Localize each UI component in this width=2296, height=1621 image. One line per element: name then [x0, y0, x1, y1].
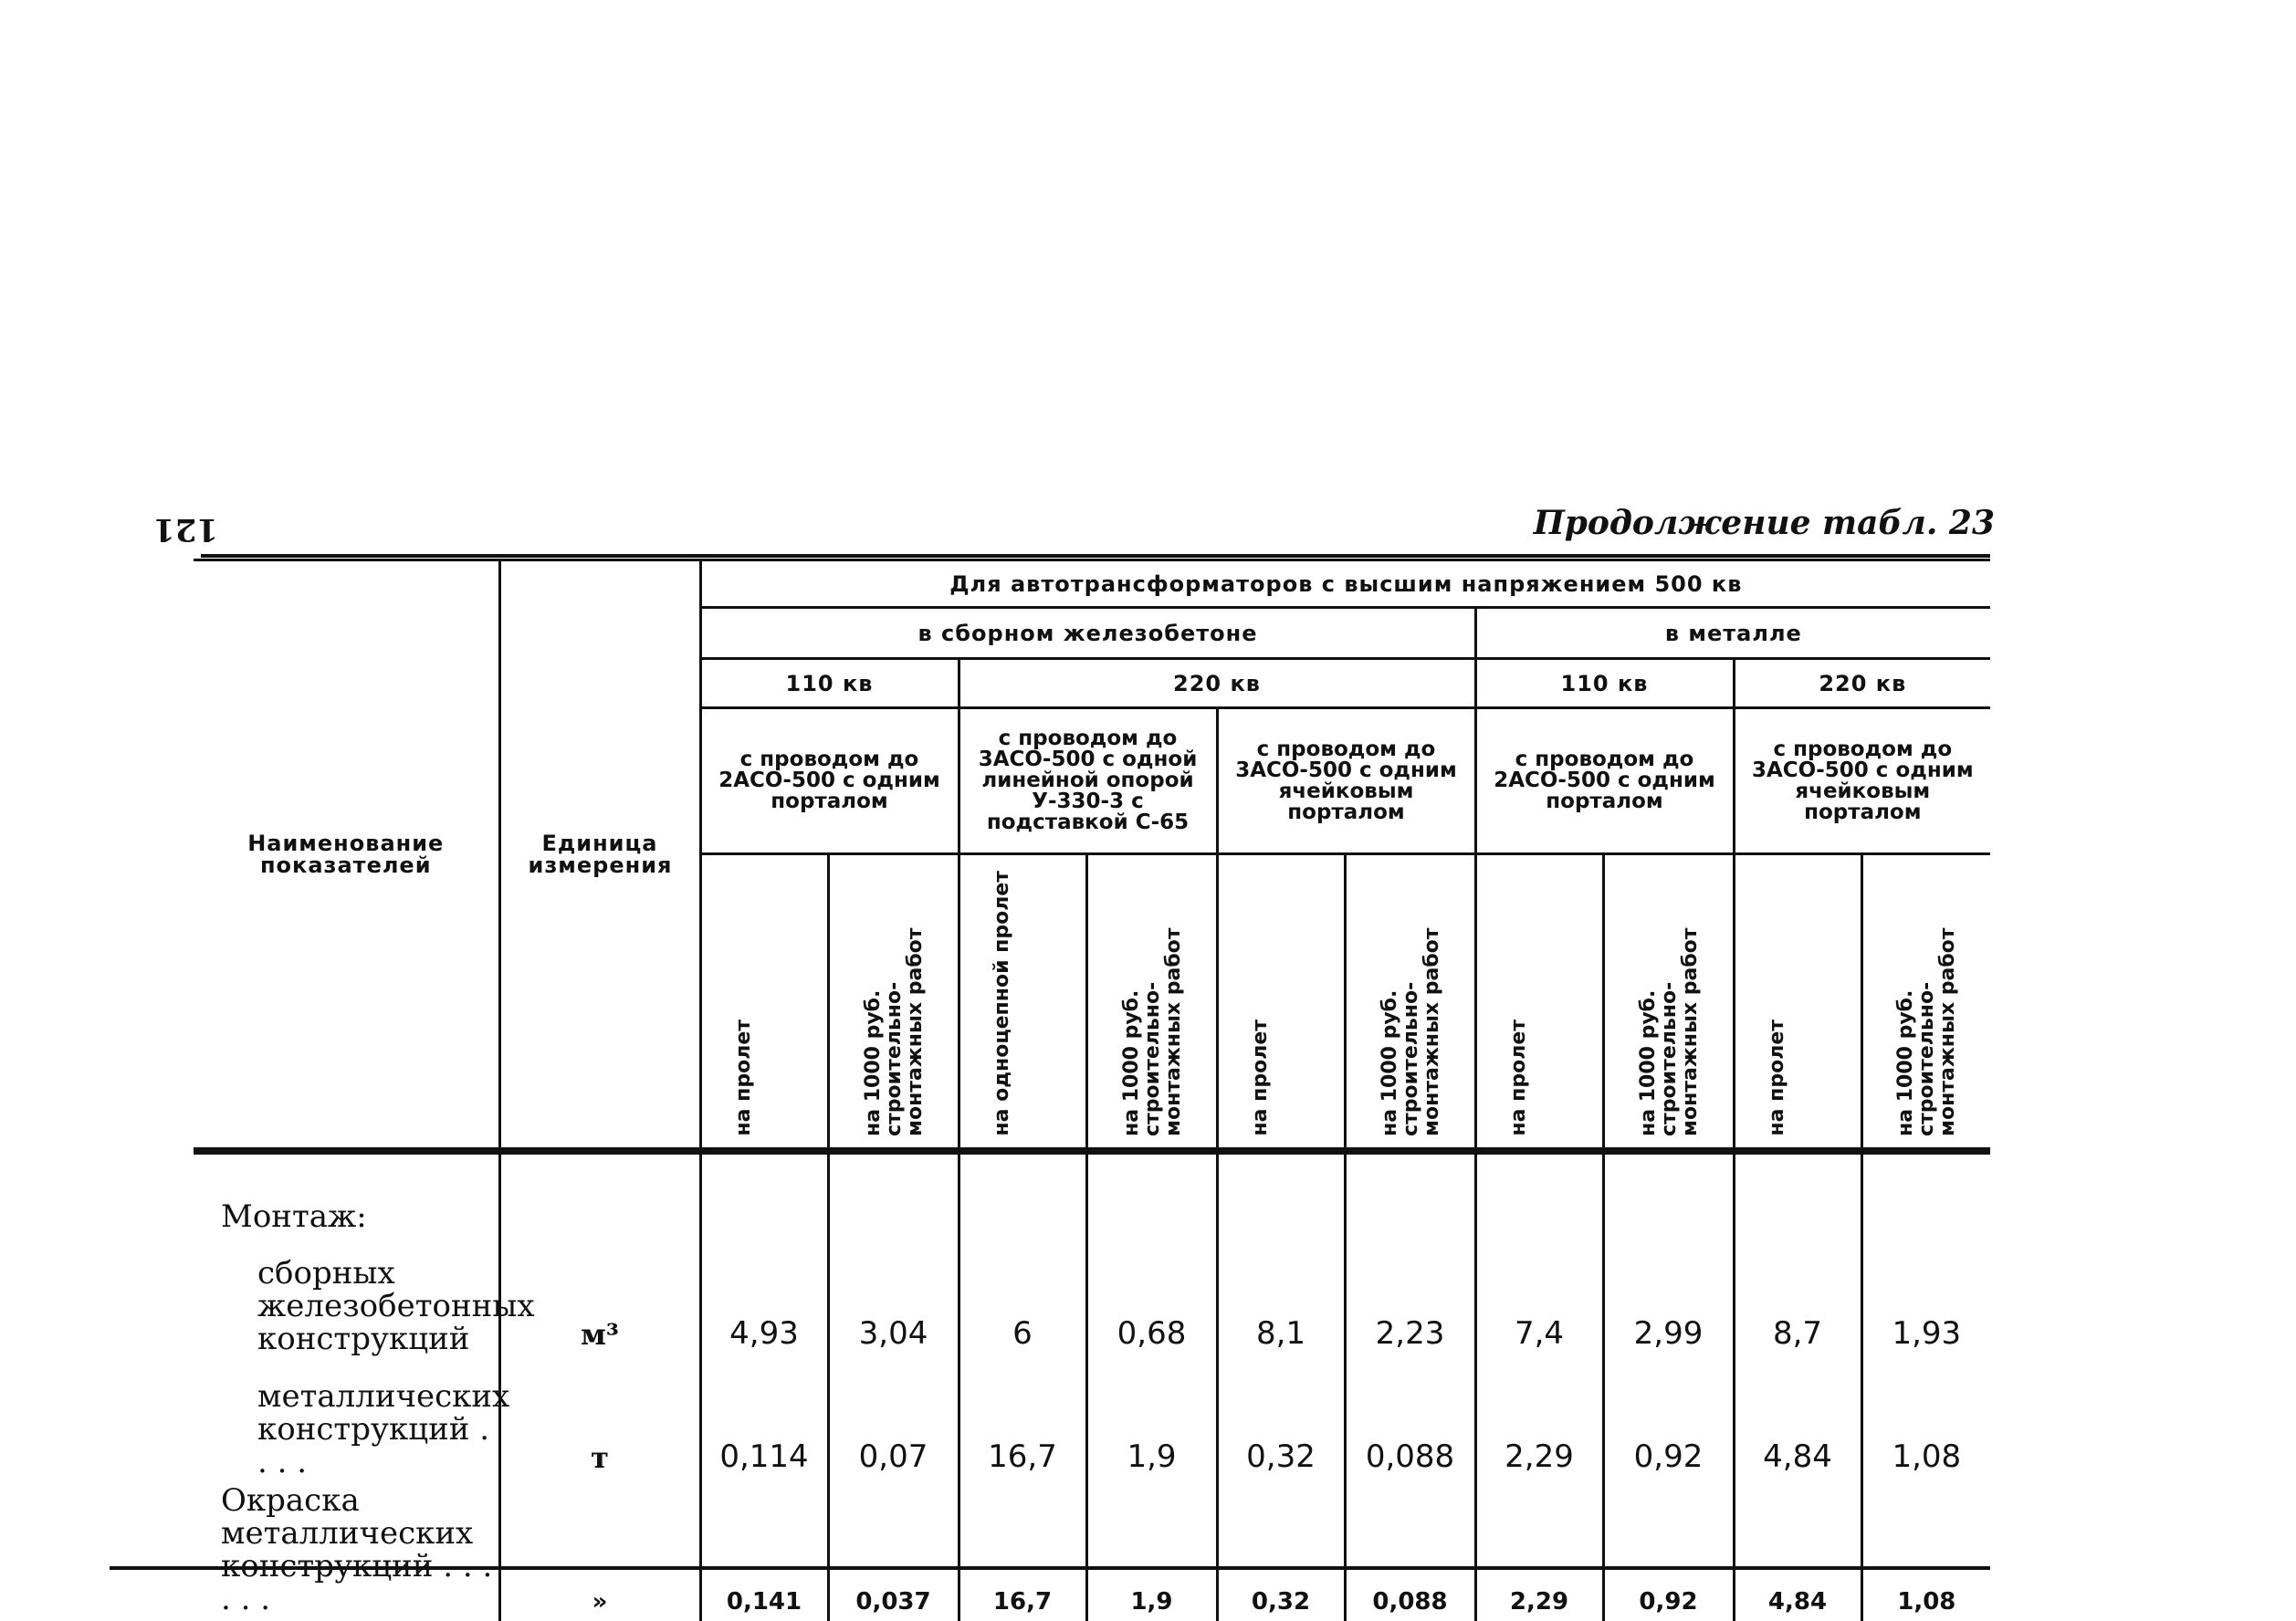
table-cell: 2,29 — [1475, 1484, 1603, 1621]
table-caption: Продолжение табл. 23 — [1533, 504, 1995, 542]
table-cell: 1,93 — [1861, 1233, 1990, 1361]
row-unit: » — [499, 1484, 700, 1621]
vert-header — [1086, 854, 1217, 1152]
table-cell: 0,32 — [1217, 1484, 1345, 1621]
row-unit: м³ — [499, 1233, 700, 1361]
table-cell: 0,088 — [1345, 1484, 1475, 1621]
vert-label: на 1000 руб. строительно-монтажных работ — [1894, 927, 1960, 1136]
bottom-rule — [110, 1566, 1990, 1570]
table-cell: 2,29 — [1475, 1361, 1603, 1484]
table-cell: 8,7 — [1734, 1233, 1861, 1361]
section-title: Монтаж: — [194, 1151, 499, 1233]
table-cell: 3,04 — [828, 1233, 959, 1361]
empty-cell — [1603, 1151, 1734, 1233]
row-name — [194, 1233, 535, 1361]
table-cell: 0,68 — [1086, 1233, 1217, 1361]
table-row — [194, 1233, 1990, 1361]
table-cell: 16,7 — [959, 1484, 1086, 1621]
table-cell: 16,7 — [959, 1361, 1086, 1484]
vert-label: на одноцепной пролет — [991, 871, 1013, 1136]
table-cell: 0,141 — [700, 1484, 828, 1621]
table-cell: 0,32 — [1217, 1361, 1345, 1484]
vert-label: на 1000 руб. строительно-монтажных работ — [861, 927, 927, 1136]
header-sub-1: с проводом до 2АСО-500 с одним порталом — [700, 708, 959, 854]
row-name-text: металлических конструкций . . . . — [257, 1378, 510, 1480]
table-cell: 0,92 — [1603, 1484, 1734, 1621]
vert-label: на пролет — [1766, 1020, 1788, 1136]
empty-cell — [1475, 1151, 1603, 1233]
table-cell: 0,07 — [828, 1361, 959, 1484]
header-sub-2: с проводом до 3АСО-500 с одной линейной опорой У-330-3 с подставкой С-65 — [959, 708, 1217, 854]
empty-cell — [499, 1151, 700, 1233]
header-220kv-concrete: 220 кв — [959, 659, 1475, 708]
table-cell: 0,088 — [1345, 1361, 1475, 1484]
empty-cell — [1086, 1151, 1217, 1233]
header-group-metal: в металле — [1475, 608, 1990, 659]
data-table — [194, 559, 1990, 1621]
empty-cell — [959, 1151, 1086, 1233]
empty-cell — [700, 1151, 828, 1233]
table-cell: 7,4 — [1475, 1233, 1603, 1361]
header-group-concrete: в сборном железобетоне — [700, 608, 1475, 659]
vert-label: на 1000 руб. строительно-монтажных работ — [1636, 927, 1702, 1136]
table-cell: 1,9 — [1086, 1361, 1217, 1484]
header-110kv-metal: 110 кв — [1475, 659, 1734, 708]
table-cell: 1,08 — [1861, 1361, 1990, 1484]
page-number: 121 — [153, 511, 218, 548]
table-cell: 0,037 — [828, 1484, 959, 1621]
vert-header — [828, 854, 959, 1152]
row-unit: т — [499, 1361, 700, 1484]
vert-label: на пролет — [1249, 1020, 1272, 1136]
table-cell: 2,99 — [1603, 1233, 1734, 1361]
empty-cell — [828, 1151, 959, 1233]
empty-cell — [1217, 1151, 1345, 1233]
table-cell: 4,93 — [700, 1233, 828, 1361]
empty-cell — [1345, 1151, 1475, 1233]
table-cell: 4,84 — [1734, 1361, 1861, 1484]
table-cell: 1,08 — [1861, 1484, 1990, 1621]
header-110kv-concrete: 110 кв — [700, 659, 959, 708]
row-name — [194, 1361, 510, 1484]
vert-header — [1475, 854, 1603, 1152]
table-row — [194, 1361, 1990, 1484]
vert-header — [1734, 854, 1861, 1152]
top-rule — [201, 554, 1990, 558]
vert-header — [1861, 854, 1990, 1152]
vert-header — [959, 854, 1086, 1152]
vert-label: на 1000 руб. строительно-монтажных работ — [1378, 927, 1443, 1136]
vert-label: на пролет — [1507, 1020, 1530, 1136]
table-row — [194, 1484, 1990, 1621]
vert-label: на 1000 руб. строительно-монтажных работ — [1119, 927, 1185, 1136]
header-220kv-metal: 220 кв — [1734, 659, 1990, 708]
table-cell: 8,1 — [1217, 1233, 1345, 1361]
header-sub-5: с проводом до 3АСО-500 с одним ячейковым порталом — [1734, 708, 1990, 854]
table-cell: 0,114 — [700, 1361, 828, 1484]
table-cell: 4,84 — [1734, 1484, 1861, 1621]
row-name: Окраска металлических конструкций . . . . . . — [194, 1484, 499, 1621]
header-sub-3: с проводом до 3АСО-500 с одним ячейковым порталом — [1217, 708, 1475, 854]
empty-cell — [1734, 1151, 1861, 1233]
vert-header — [1345, 854, 1475, 1152]
empty-cell — [1861, 1151, 1990, 1233]
row-name-text: сборных железобетонных конструкций — [257, 1255, 535, 1357]
table-cell: 6 — [959, 1233, 1086, 1361]
table-cell: 2,23 — [1345, 1233, 1475, 1361]
table-cell: 0,92 — [1603, 1361, 1734, 1484]
table-cell: 1,9 — [1086, 1484, 1217, 1621]
vert-header — [1603, 854, 1734, 1152]
header-unit: Единица измерения — [499, 560, 700, 1152]
vert-header — [1217, 854, 1345, 1152]
header-top-group: Для автотрансформаторов с высшим напряжением 500 кв — [700, 560, 1990, 608]
vert-header — [700, 854, 828, 1152]
vert-label: на пролет — [732, 1020, 755, 1136]
header-name: Наименование показателей — [194, 560, 499, 1152]
header-sub-4: с проводом до 2АСО-500 с одним порталом — [1475, 708, 1734, 854]
